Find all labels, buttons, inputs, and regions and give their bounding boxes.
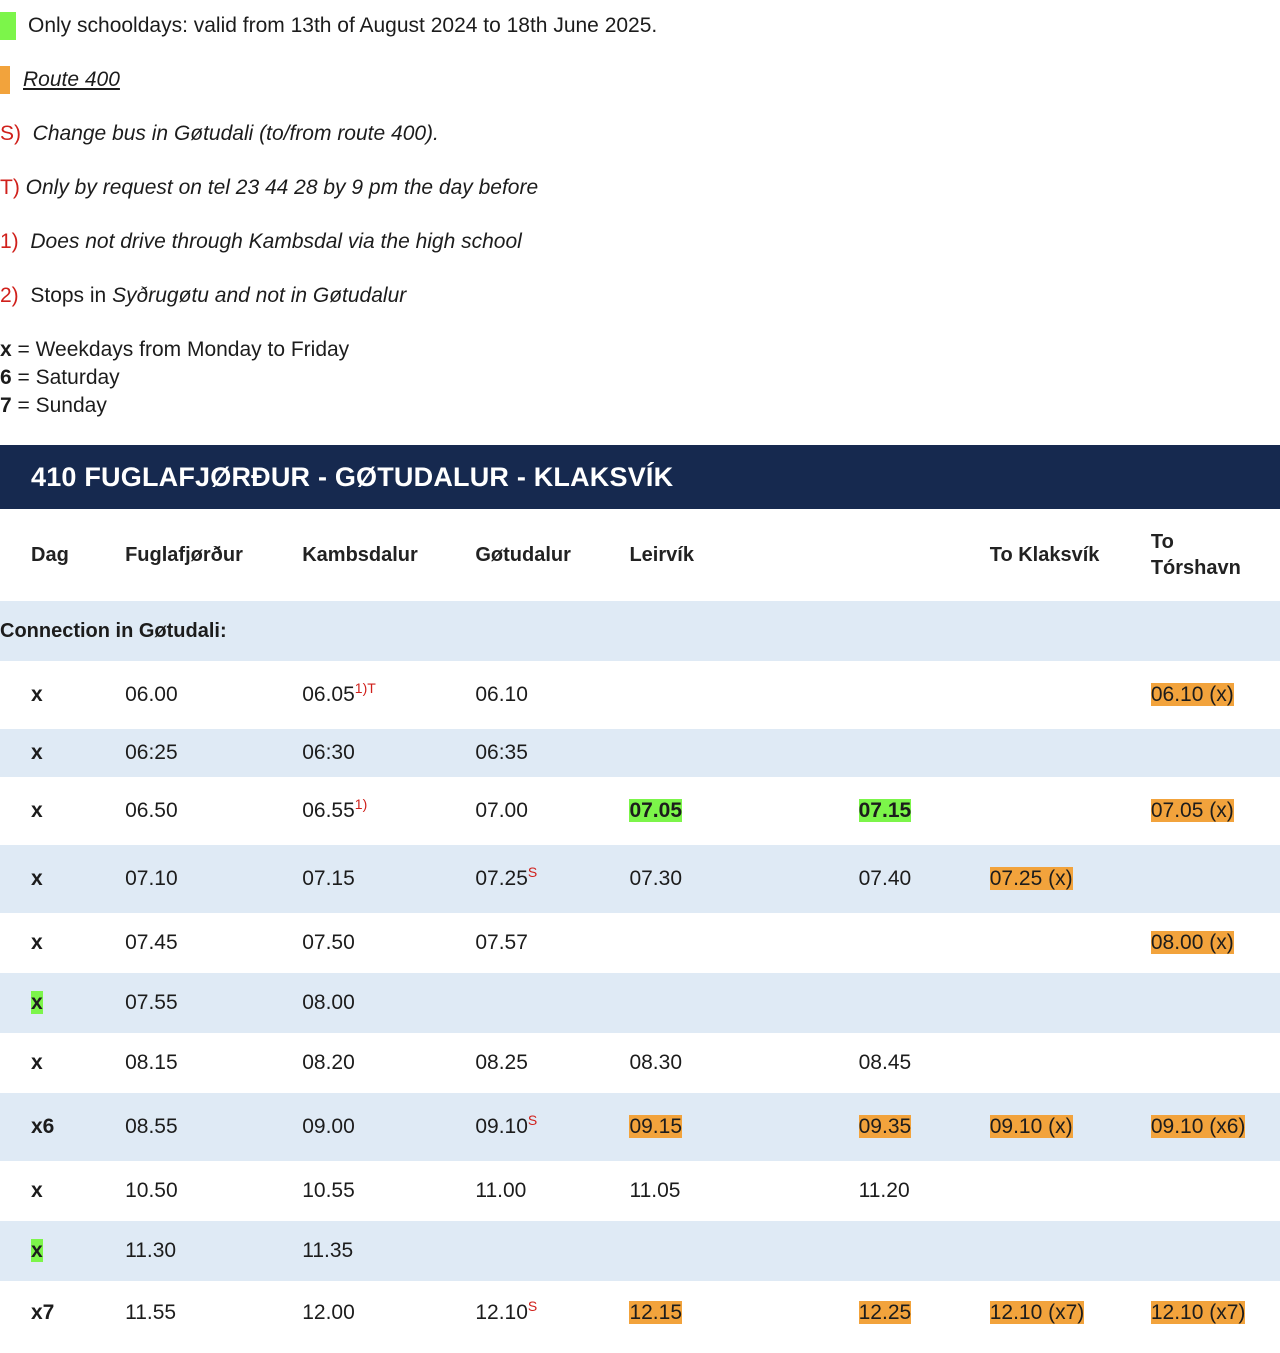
cell-fuglafjordur bbox=[125, 1161, 302, 1221]
table-row bbox=[0, 1221, 1280, 1281]
table-row bbox=[0, 661, 1280, 729]
cell-gotudalur bbox=[475, 1221, 629, 1281]
cell-dag-value: x bbox=[31, 991, 43, 1014]
legend-schooldays: Only schooldays: valid from 13th of August 2024 to 18th June 2025. bbox=[0, 12, 657, 40]
cell-to-klaksvik bbox=[990, 777, 1151, 845]
cell-gotudalur bbox=[475, 845, 629, 913]
cell-dag bbox=[0, 973, 125, 1033]
cell-kambsdalur-value: 06:30 bbox=[302, 741, 355, 764]
cell-fuglafjordur-value: 11.55 bbox=[125, 1301, 177, 1324]
table-row bbox=[0, 973, 1280, 1033]
connection-label: Connection in Gøtudali: bbox=[0, 601, 1280, 661]
cell-extra bbox=[859, 777, 990, 845]
cell-dag-value: x bbox=[31, 799, 43, 822]
cell-to-torshavn-value: 07.05 (x) bbox=[1150, 799, 1234, 822]
cell-fuglafjordur-value: 06.50 bbox=[125, 799, 178, 822]
cell-extra-value: 09.35 bbox=[858, 1115, 912, 1138]
legend-key-1: 1) bbox=[0, 230, 19, 253]
cell-kambsdalur bbox=[302, 729, 475, 777]
cell-leirvik-value: 09.15 bbox=[629, 1115, 683, 1138]
cell-leirvik bbox=[629, 729, 858, 777]
table-row bbox=[0, 729, 1280, 777]
route-title-banner: 410 FUGLAFJØRÐUR - GØTUDALUR - KLAKSVÍK bbox=[0, 445, 1280, 509]
cell-dag-value: x bbox=[31, 1239, 43, 1262]
cell-kambsdalur-value: 06.05 bbox=[302, 683, 355, 706]
header-gotudalur: Gøtudalur bbox=[475, 544, 571, 566]
cell-gotudalur bbox=[475, 973, 629, 1033]
cell-leirvik bbox=[629, 777, 858, 845]
cell-extra bbox=[859, 973, 990, 1033]
cell-to-torshavn-value: 09.10 (x6) bbox=[1150, 1115, 1246, 1138]
cell-dag-value: x bbox=[31, 683, 43, 706]
cell-to-klaksvik bbox=[990, 913, 1151, 973]
cell-to-klaksvik bbox=[990, 1161, 1151, 1221]
cell-kambsdalur-value: 07.15 bbox=[302, 867, 355, 890]
cell-leirvik-value: 07.05 bbox=[629, 799, 683, 822]
cell-fuglafjordur-value: 06:25 bbox=[125, 741, 178, 764]
cell-to-klaksvik bbox=[990, 1221, 1151, 1281]
cell-fuglafjordur bbox=[125, 777, 302, 845]
cell-leirvik bbox=[629, 1221, 858, 1281]
cell-dag bbox=[0, 777, 125, 845]
cell-gotudalur-value: 07.57 bbox=[475, 931, 528, 954]
cell-gotudalur-footnote: S bbox=[527, 1112, 538, 1128]
timetable bbox=[0, 509, 1280, 1345]
table-row bbox=[0, 1033, 1280, 1093]
cell-fuglafjordur-value: 08.55 bbox=[125, 1115, 178, 1138]
header-fuglafjordur: Fuglafjørður bbox=[125, 544, 243, 566]
cell-fuglafjordur-value: 08.15 bbox=[125, 1051, 178, 1074]
cell-extra bbox=[859, 1093, 990, 1161]
cell-gotudalur bbox=[475, 1033, 629, 1093]
cell-extra-value: 08.45 bbox=[858, 1051, 912, 1074]
legend-key-s: S) bbox=[0, 122, 21, 145]
cell-dag bbox=[0, 661, 125, 729]
cell-to-torshavn bbox=[1151, 845, 1280, 913]
cell-extra-value: 11.20 bbox=[858, 1179, 910, 1202]
cell-extra-value: 12.25 bbox=[858, 1301, 912, 1324]
cell-to-torshavn bbox=[1151, 661, 1280, 729]
cell-kambsdalur-value: 07.50 bbox=[302, 931, 355, 954]
cell-fuglafjordur-value: 07.10 bbox=[125, 867, 178, 890]
cell-dag bbox=[0, 1281, 125, 1345]
cell-gotudalur-value: 09.10 bbox=[475, 1115, 528, 1138]
cell-extra bbox=[859, 729, 990, 777]
cell-kambsdalur bbox=[302, 777, 475, 845]
orange-swatch bbox=[0, 66, 10, 94]
cell-gotudalur-value: 11.00 bbox=[475, 1179, 527, 1202]
cell-kambsdalur-value: 12.00 bbox=[302, 1301, 355, 1324]
cell-to-klaksvik bbox=[990, 1093, 1151, 1161]
cell-fuglafjordur bbox=[125, 1281, 302, 1345]
cell-fuglafjordur bbox=[125, 973, 302, 1033]
cell-dag-value: x7 bbox=[31, 1301, 55, 1324]
legend-key-2: 2) bbox=[0, 284, 19, 307]
cell-fuglafjordur-value: 11.30 bbox=[125, 1239, 177, 1262]
cell-kambsdalur-footnote: 1)T bbox=[354, 680, 376, 696]
cell-dag-value: x6 bbox=[31, 1115, 55, 1138]
cell-to-torshavn bbox=[1151, 973, 1280, 1033]
cell-to-torshavn bbox=[1151, 913, 1280, 973]
cell-kambsdalur-value: 08.20 bbox=[302, 1051, 355, 1074]
table-row bbox=[0, 777, 1280, 845]
cell-leirvik bbox=[629, 913, 858, 973]
cell-dag bbox=[0, 913, 125, 973]
cell-fuglafjordur bbox=[125, 913, 302, 973]
cell-leirvik bbox=[629, 845, 858, 913]
legend-key-t: T) bbox=[0, 176, 20, 199]
cell-fuglafjordur bbox=[125, 1093, 302, 1161]
cell-kambsdalur bbox=[302, 1221, 475, 1281]
legend-t: T) Only by request on tel 23 44 28 by 9 pm the day before bbox=[0, 176, 539, 199]
connection-row bbox=[0, 601, 1280, 661]
cell-kambsdalur bbox=[302, 1033, 475, 1093]
cell-leirvik bbox=[629, 1161, 858, 1221]
cell-kambsdalur bbox=[302, 1281, 475, 1345]
route-400-link[interactable]: Route 400 bbox=[23, 68, 120, 91]
cell-leirvik-value: 08.30 bbox=[629, 1051, 683, 1074]
cell-kambsdalur bbox=[302, 913, 475, 973]
header-to-klaksvik: To Klaksvík bbox=[989, 544, 1100, 566]
cell-gotudalur-footnote: S bbox=[527, 1298, 538, 1314]
cell-kambsdalur-value: 11.35 bbox=[302, 1239, 354, 1262]
table-row bbox=[0, 845, 1280, 913]
cell-gotudalur-value: 07.00 bbox=[475, 799, 528, 822]
cell-kambsdalur bbox=[302, 845, 475, 913]
cell-kambsdalur-value: 06.55 bbox=[302, 799, 355, 822]
cell-to-klaksvik-value: 09.10 (x) bbox=[989, 1115, 1073, 1138]
cell-leirvik-value: 11.05 bbox=[629, 1179, 681, 1202]
cell-dag-value: x bbox=[31, 931, 43, 954]
green-swatch bbox=[0, 12, 16, 40]
cell-leirvik bbox=[629, 1093, 858, 1161]
cell-to-klaksvik-value: 12.10 (x7) bbox=[989, 1301, 1085, 1324]
cell-leirvik bbox=[629, 973, 858, 1033]
cell-to-torshavn bbox=[1151, 1093, 1280, 1161]
table-row bbox=[0, 1161, 1280, 1221]
cell-to-torshavn bbox=[1151, 1033, 1280, 1093]
cell-gotudalur bbox=[475, 913, 629, 973]
cell-leirvik bbox=[629, 1281, 858, 1345]
cell-fuglafjordur bbox=[125, 845, 302, 913]
cell-gotudalur bbox=[475, 1281, 629, 1345]
cell-leirvik bbox=[629, 661, 858, 729]
cell-extra-value: 07.15 bbox=[858, 799, 912, 822]
cell-dag-value: x bbox=[31, 1051, 43, 1074]
cell-gotudalur-value: 12.10 bbox=[475, 1301, 528, 1324]
cell-dag bbox=[0, 845, 125, 913]
cell-kambsdalur bbox=[302, 661, 475, 729]
cell-gotudalur bbox=[475, 1093, 629, 1161]
header-kambsdalur: Kambsdalur bbox=[302, 544, 418, 566]
cell-extra bbox=[859, 1221, 990, 1281]
legend-2: 2) Stops in Syðrugøtu and not in Gøtudalur bbox=[0, 284, 407, 307]
cell-gotudalur-value: 07.25 bbox=[475, 867, 528, 890]
cell-kambsdalur-value: 08.00 bbox=[302, 991, 355, 1014]
cell-kambsdalur bbox=[302, 1093, 475, 1161]
cell-to-klaksvik bbox=[990, 1033, 1151, 1093]
header-leirvik: Leirvík bbox=[629, 544, 694, 566]
header-dag: Dag bbox=[31, 544, 69, 566]
legend-7: 7 = Sunday bbox=[0, 394, 107, 417]
cell-to-torshavn bbox=[1151, 1221, 1280, 1281]
cell-gotudalur-footnote: S bbox=[527, 864, 538, 880]
table-row bbox=[0, 913, 1280, 973]
cell-dag bbox=[0, 1161, 125, 1221]
cell-fuglafjordur bbox=[125, 1221, 302, 1281]
cell-gotudalur bbox=[475, 777, 629, 845]
cell-to-torshavn bbox=[1151, 1281, 1280, 1345]
cell-extra bbox=[859, 845, 990, 913]
cell-kambsdalur-value: 10.55 bbox=[302, 1179, 355, 1202]
cell-fuglafjordur-value: 06.00 bbox=[125, 683, 178, 706]
timetable-header-row bbox=[0, 509, 1280, 601]
cell-extra bbox=[859, 1033, 990, 1093]
cell-dag bbox=[0, 1093, 125, 1161]
cell-to-torshavn bbox=[1151, 1161, 1280, 1221]
cell-dag-value: x bbox=[31, 741, 43, 764]
table-row bbox=[0, 1093, 1280, 1161]
cell-gotudalur bbox=[475, 661, 629, 729]
cell-kambsdalur-value: 09.00 bbox=[302, 1115, 355, 1138]
cell-dag-value: x bbox=[31, 1179, 43, 1202]
cell-fuglafjordur-value: 07.55 bbox=[125, 991, 178, 1014]
cell-gotudalur-value: 06.10 bbox=[475, 683, 528, 706]
cell-to-klaksvik bbox=[990, 845, 1151, 913]
cell-extra bbox=[859, 1281, 990, 1345]
legend-route400 bbox=[0, 66, 120, 94]
cell-leirvik bbox=[629, 1033, 858, 1093]
cell-gotudalur bbox=[475, 729, 629, 777]
legend-1: 1) Does not drive through Kambsdal via the high school bbox=[0, 230, 522, 253]
cell-extra bbox=[859, 661, 990, 729]
cell-to-torshavn-value: 12.10 (x7) bbox=[1150, 1301, 1246, 1324]
cell-to-torshavn bbox=[1151, 729, 1280, 777]
cell-kambsdalur-footnote: 1) bbox=[354, 796, 368, 812]
cell-fuglafjordur bbox=[125, 729, 302, 777]
cell-kambsdalur bbox=[302, 1161, 475, 1221]
legend-x: x = Weekdays from Monday to Friday bbox=[0, 338, 350, 361]
cell-fuglafjordur-value: 07.45 bbox=[125, 931, 178, 954]
cell-leirvik-value: 07.30 bbox=[629, 867, 683, 890]
cell-to-torshavn-value: 08.00 (x) bbox=[1150, 931, 1234, 954]
cell-to-klaksvik bbox=[990, 1281, 1151, 1345]
cell-gotudalur-value: 06:35 bbox=[475, 741, 528, 764]
cell-dag-value: x bbox=[31, 867, 43, 890]
cell-gotudalur-value: 08.25 bbox=[475, 1051, 528, 1074]
cell-to-klaksvik bbox=[990, 973, 1151, 1033]
cell-to-klaksvik-value: 07.25 (x) bbox=[989, 867, 1073, 890]
cell-dag bbox=[0, 1033, 125, 1093]
header-to-torshavn: To Tórshavn bbox=[1150, 531, 1241, 579]
cell-gotudalur bbox=[475, 1161, 629, 1221]
cell-extra bbox=[859, 1161, 990, 1221]
legend-s: S) Change bus in Gøtudali (to/from route 400). bbox=[0, 122, 439, 145]
cell-kambsdalur bbox=[302, 973, 475, 1033]
cell-extra-value: 07.40 bbox=[858, 867, 912, 890]
table-row bbox=[0, 1281, 1280, 1345]
cell-to-klaksvik bbox=[990, 729, 1151, 777]
cell-to-torshavn bbox=[1151, 777, 1280, 845]
cell-fuglafjordur-value: 10.50 bbox=[125, 1179, 178, 1202]
cell-fuglafjordur bbox=[125, 661, 302, 729]
cell-leirvik-value: 12.15 bbox=[629, 1301, 683, 1324]
cell-fuglafjordur bbox=[125, 1033, 302, 1093]
legend-6: 6 = Saturday bbox=[0, 366, 120, 389]
cell-to-klaksvik bbox=[990, 661, 1151, 729]
cell-extra bbox=[859, 913, 990, 973]
cell-to-torshavn-value: 06.10 (x) bbox=[1150, 683, 1234, 706]
header-blank bbox=[859, 509, 990, 601]
cell-dag bbox=[0, 729, 125, 777]
cell-dag bbox=[0, 1221, 125, 1281]
